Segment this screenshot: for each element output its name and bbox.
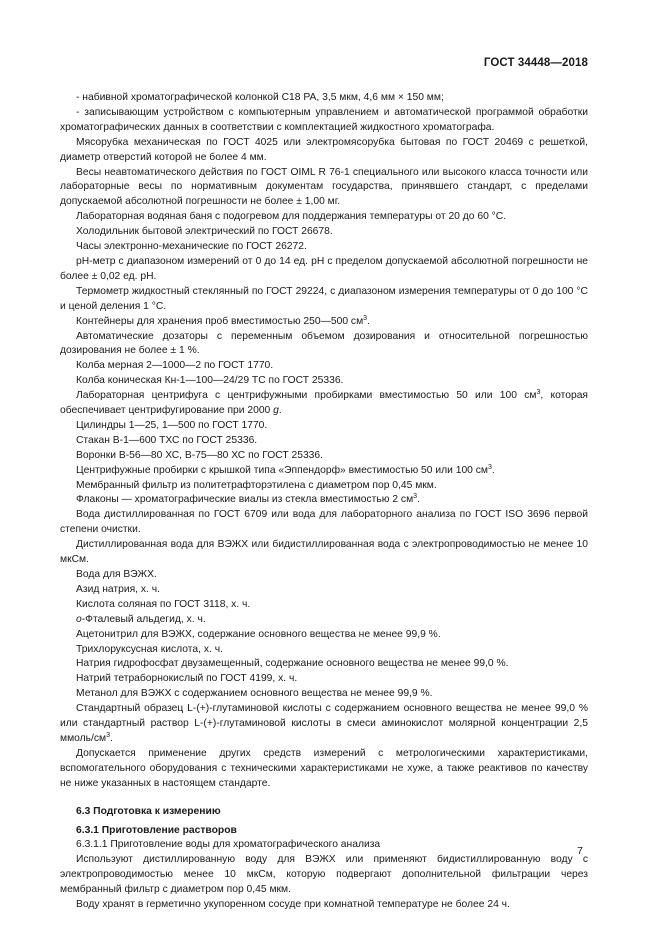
- paragraph-beaker: Стакан В-1—600 ТХС по ГОСТ 25336.: [76, 434, 258, 446]
- italic-text: о: [76, 613, 82, 625]
- paragraph-clock: Часы электронно-механические по ГОСТ 26272.: [76, 241, 307, 253]
- paragraph-glutamic-acid-standard: [60, 702, 588, 747]
- text: Стандартный образец L-(+)-глутаминовой кислоты с содержанием основного вещества не менее 99,0 % или стандартный раствор L-(+)-глутаминовой кислоты в смеси аминокислот молярной концентрации 2,5 ммоль/см: [60, 703, 588, 744]
- paragraph-cylinders: Цилиндры 1—25, 1—500 по ГОСТ 1770.: [76, 419, 268, 431]
- paragraph-column-type: - набивной хроматографической колонкой С18 РА, 3,5 мкм, 4,6 мм × 150 мм;: [76, 92, 444, 103]
- section-heading-6-3: 6.3 Подготовка к измерению: [76, 805, 221, 817]
- paragraph-sodium-hydrophosphate: Натрия гидрофосфат двузамещенный, содержание основного вещества не менее 99,0 %.: [76, 658, 509, 670]
- document-body: [60, 91, 588, 913]
- text: Лабораторная центрифуга с центрифужными пробирками вместимостью 50 или 100 см: [76, 390, 537, 402]
- text: Контейнеры для хранения проб вместимостью 250—500 см: [76, 315, 364, 327]
- paragraph-vials: [60, 493, 588, 508]
- text: -Фталевый альдегид, х. ч.: [81, 613, 206, 625]
- superscript: 3: [106, 731, 111, 739]
- paragraph-thermometer: Термометр жидкостный стеклянный по ГОСТ 29224, с диапазоном измерения температуры от 0 до 100 °С и ценой деления 1 °С.: [60, 285, 588, 312]
- paragraph-volumetric-flask: Колба мерная 2—1000—2 по ГОСТ 1770.: [76, 360, 274, 372]
- paragraph-hplc-water: Вода для ВЭЖХ.: [76, 569, 157, 580]
- paragraph-ph-meter: pH-метр с диапазоном измерений от 0 до 14 ед. pH с пределом допускаемой абсолютной погрешности не более ± 0,02 ед. pH.: [60, 255, 588, 282]
- text: .: [278, 405, 282, 417]
- paragraph-membrane-filter: Мембранный фильтр из политетрафторэтилена с диаметром пор 0,45 мкм.: [76, 479, 437, 491]
- paragraph-sodium-azide: Азид натрия, х. ч.: [76, 583, 160, 595]
- paragraph-centrifuge: [60, 389, 588, 419]
- paragraph-water-preparation: Используют дистиллированную воду для ВЭЖХ или применяют бидистиллированную воду с электропроводимостью менее 10 мкСм, которую подвергают дополнительной фильтрации через мембранный фильтр с диаметром пор 0,45 мкм.: [60, 854, 588, 896]
- text: .: [417, 494, 420, 506]
- paragraph-conical-flask: Колба коническая Кн-1—100—24/29 ТС по ГОСТ 25336.: [76, 375, 344, 387]
- paragraph-scales: Весы неавтоматического действия по ГОСТ OIML R 76-1 специального или высокого класса точности или лабораторные весы по нормативным документам государства, принявшего стандарт, с пределами допускаемой абсолютной погрешности не более ± 1,00 мг.: [60, 166, 588, 208]
- section-heading-6-3-1-1: 6.3.1.1 Приготовление воды для хроматографического анализа: [76, 839, 381, 851]
- section-heading-6-3-1: 6.3.1 Приготовление растворов: [76, 824, 237, 836]
- paragraph-refrigerator: Холодильник бытовой электрический по ГОСТ 26678.: [76, 226, 333, 238]
- superscript: 3: [363, 314, 368, 322]
- paragraph-acetonitrile: Ацетонитрил для ВЭЖХ, содержание основного вещества не менее 99,9 %.: [76, 628, 441, 640]
- text: .: [110, 732, 113, 744]
- page-number: 7: [577, 845, 583, 857]
- paragraph-hydrochloric-acid: Кислота соляная по ГОСТ 3118, х. ч.: [76, 598, 251, 610]
- text: .: [367, 315, 370, 327]
- text: Флаконы — хроматографические виалы из стекла вместимостью 2 см: [76, 494, 414, 506]
- paragraph-methanol: Метанол для ВЭЖХ с содержанием основного вещества не менее 99,9 %.: [76, 688, 433, 700]
- paragraph-dispensers: Автоматические дозаторы с переменным объемом дозирования и относительной погрешностью дозирования не более ± 1 %.: [60, 330, 588, 357]
- text: , которая обеспечивает центрифугирование при 2000: [60, 390, 588, 417]
- paragraph-distilled-water: Вода дистиллированная по ГОСТ 6709 или вода для лабораторного анализа по ГОСТ ISO 3696 первой степени очистки.: [60, 509, 588, 536]
- paragraph-water-storage: Воду хранят в герметично укупоренном сосуде при комнатной температуре не более 24 ч.: [76, 899, 510, 911]
- superscript: 3: [488, 463, 492, 471]
- superscript: 3: [413, 493, 418, 501]
- paragraph-containers: [60, 315, 588, 330]
- text: Центрифужные пробирки с крышкой типа «Эппендорф» вместимостью 50 или 100 см: [76, 464, 488, 476]
- paragraph-recording-device: - записывающим устройством с компьютерным управлением и автоматической программой обработки хроматографических данных в соответствии с комплектацией жидкостного хроматографа.: [60, 106, 588, 133]
- paragraph-eppendorf-tubes: [60, 464, 588, 479]
- paragraph-water-bath: Лабораторная водяная баня с подогревом для поддержания температуры от 20 до 60 °С.: [76, 211, 507, 223]
- paragraph-funnels: Воронки В-56—80 ХС, В-75—80 ХС по ГОСТ 25336.: [76, 449, 323, 461]
- italic-text: g: [273, 405, 279, 417]
- paragraph-meat-grinder: Мясорубка механическая по ГОСТ 4025 или электромясорубка бытовая по ГОСТ 20469 с решеткой, диаметр отверстий которой не более 4 мм.: [60, 136, 588, 163]
- standard-header: ГОСТ 34448—2018: [483, 57, 588, 69]
- paragraph-phthalaldehyde: [60, 613, 588, 628]
- paragraph-hplc-distilled-water: Дистиллированная вода для ВЭЖХ или бидистиллированная вода с электропроводимостью не менее 10 мкСм.: [60, 539, 588, 566]
- paragraph-alternatives-allowed: Допускается применение других средств измерений с метрологическими характеристиками, вспомогательного оборудования с техническими характеристиками не хуже, а также реактивов по качеству не ниже указанных в настоящем стандарте.: [60, 747, 588, 789]
- paragraph-trichloroacetic-acid: Трихлоруксусная кислота, х. ч.: [76, 643, 223, 655]
- superscript: 3: [536, 389, 541, 397]
- paragraph-sodium-tetraborate: Натрий тетраборнокислый по ГОСТ 4199, х. ч.: [76, 673, 298, 685]
- text: .: [491, 464, 495, 476]
